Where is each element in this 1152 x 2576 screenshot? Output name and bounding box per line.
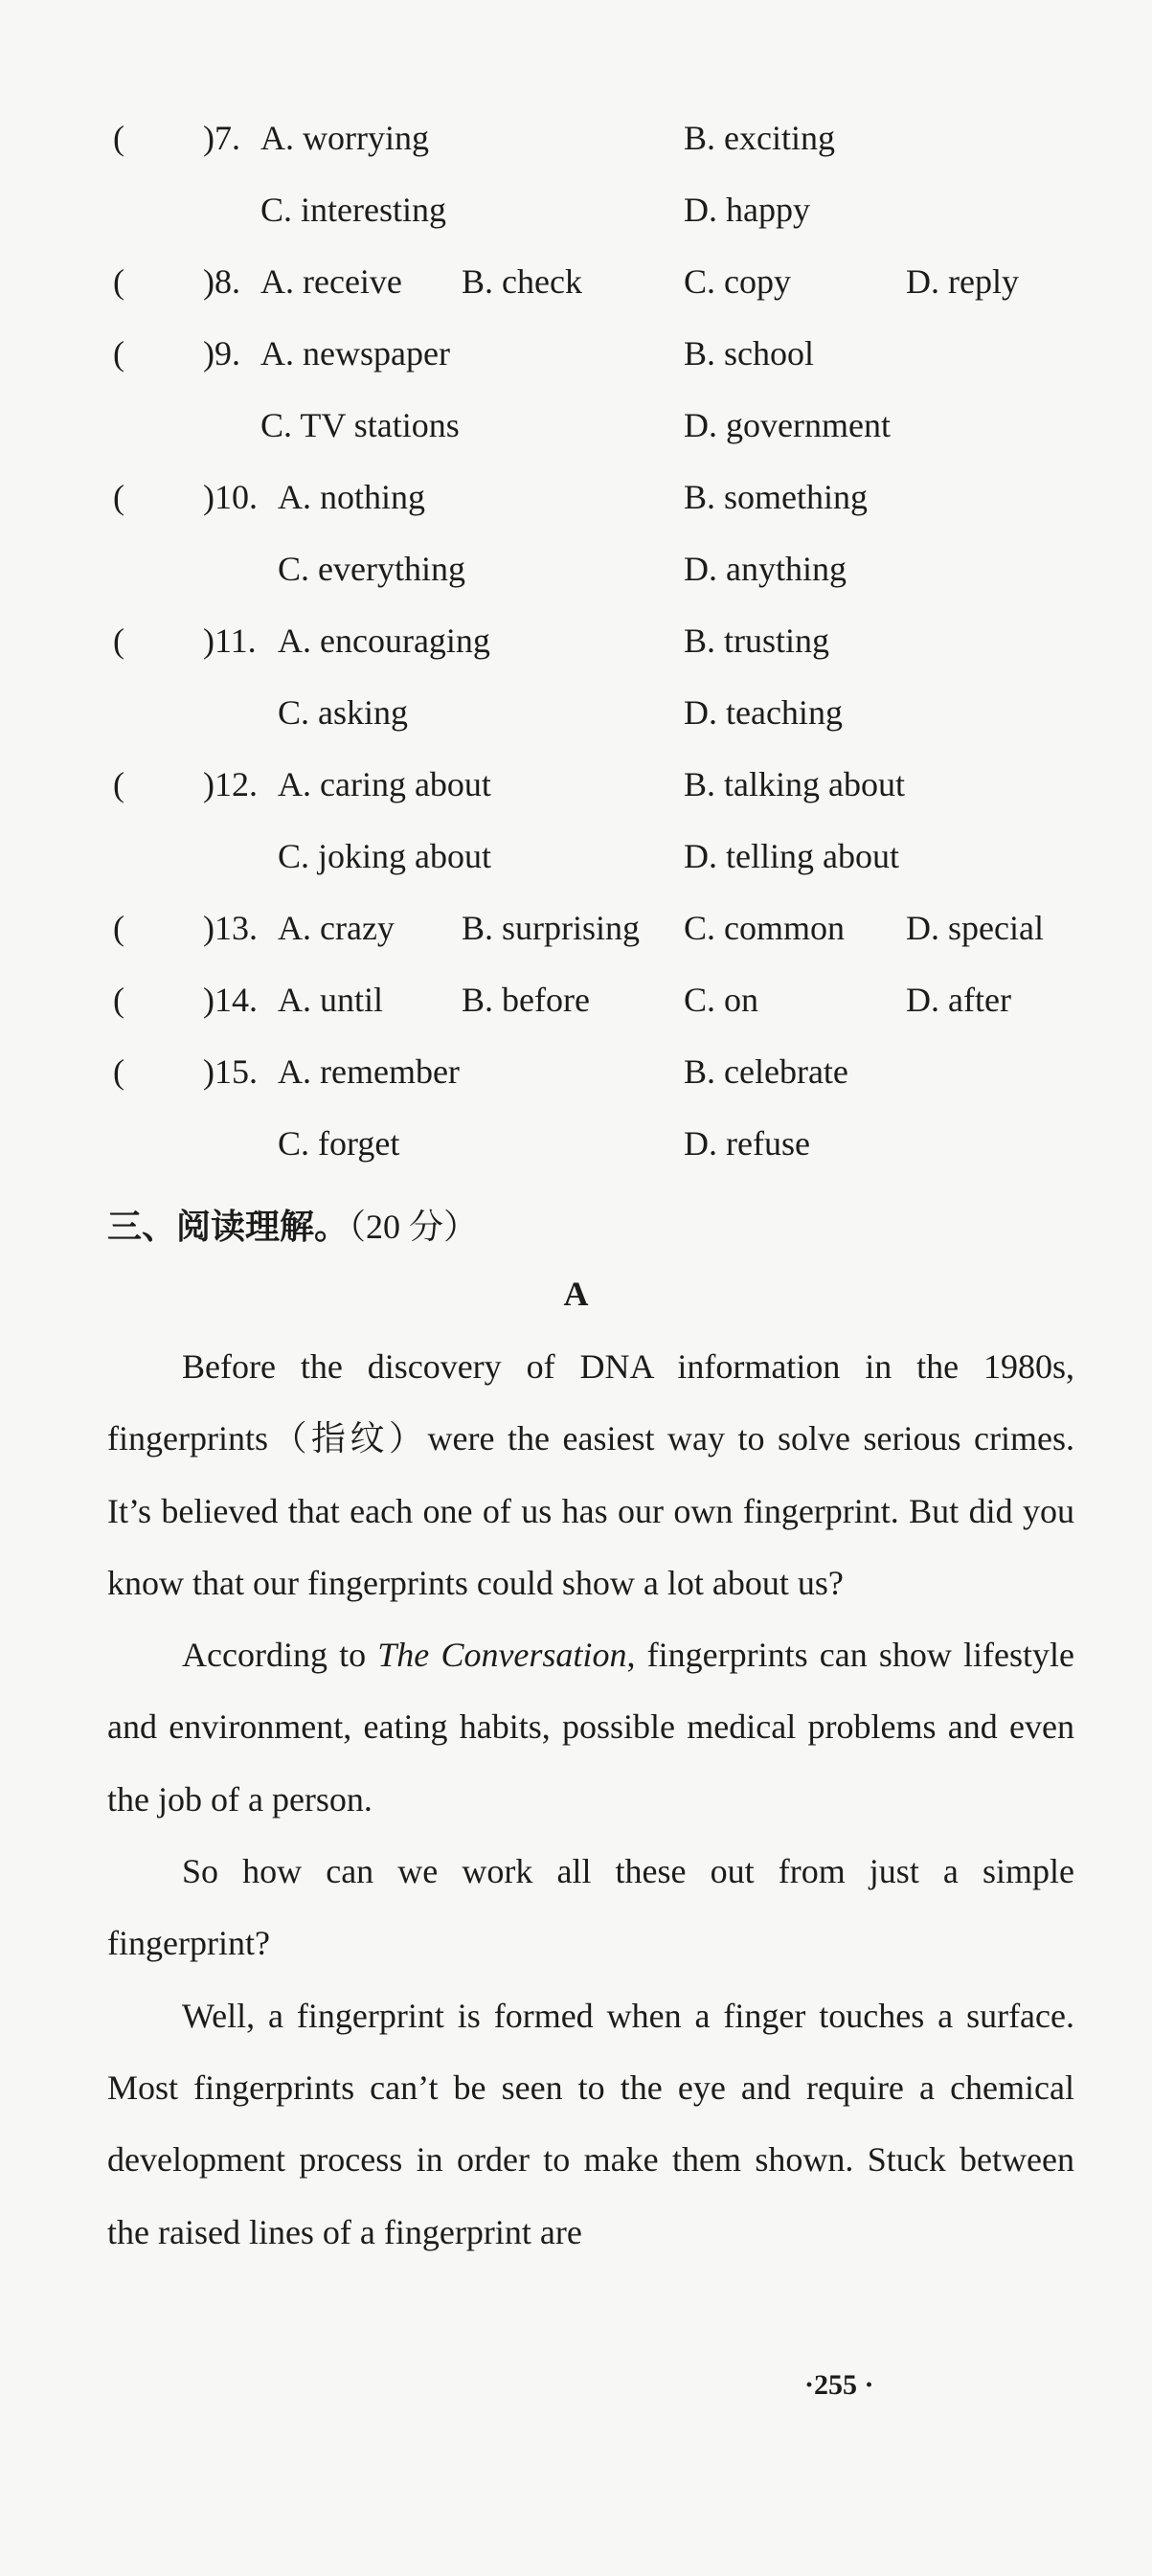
option-d: D. government	[684, 406, 891, 444]
option-b: B. surprising	[462, 909, 641, 947]
paragraph: Well, a fingerprint is formed when a finger touches a surface. Most fingerprints can’t be seen to the eye and require a chemical development process in order to make them shown. Stuck between the raised lines of a fingerprint are	[107, 1996, 1074, 2251]
paragraph: So how can we work all these out from just a simple fingerprint?	[107, 1852, 1074, 1963]
option-d: D. special	[906, 909, 1044, 947]
paragraph	[107, 1619, 1074, 1836]
option-a: A. nothing	[278, 478, 426, 516]
option-a: A. remember	[278, 1052, 460, 1091]
option-c: C. common	[684, 909, 845, 947]
question-number: )9.	[203, 334, 240, 373]
question-number: )8.	[203, 262, 240, 301]
passage-body	[107, 1331, 1074, 2269]
option-b: B. exciting	[684, 119, 835, 157]
option-d: D. anything	[684, 550, 847, 588]
option-b: B. talking about	[684, 765, 905, 803]
answer-paren: (	[113, 1052, 124, 1091]
option-c: C. joking about	[278, 837, 491, 875]
option-d: D. telling about	[684, 837, 899, 875]
option-a: A. crazy	[278, 909, 395, 947]
option-a: A. newspaper	[260, 334, 450, 373]
page-number: ·255 ·	[804, 2369, 874, 2401]
section-heading	[107, 1200, 478, 1249]
publication-title: The Conversation	[377, 1636, 627, 1675]
option-a: A. caring about	[278, 765, 491, 803]
option-d: D. teaching	[684, 693, 843, 732]
option-b: B. celebrate	[684, 1052, 848, 1091]
answer-paren: (	[113, 119, 124, 157]
option-a: A. encouraging	[278, 621, 490, 660]
option-d: D. reply	[906, 262, 1019, 301]
answer-paren: (	[113, 334, 124, 373]
paragraph-text: , fingerprints can show lifestyle and environment, eating habits, possible medical problems and even the job of a person.	[107, 1636, 1075, 1819]
answer-paren: (	[113, 478, 124, 516]
passage-title: A	[563, 1275, 589, 1313]
option-a: A. until	[278, 981, 384, 1019]
option-b: B. check	[462, 262, 582, 301]
option-c: C. on	[684, 981, 759, 1019]
answer-paren: (	[113, 262, 124, 301]
option-d: D. after	[906, 981, 1011, 1019]
option-b: B. something	[684, 478, 869, 516]
question-number: )13.	[203, 909, 258, 947]
answer-paren: (	[113, 765, 124, 803]
question-number: )11.	[203, 621, 257, 660]
section-title: 三、阅读理解。	[107, 1208, 350, 1246]
answer-paren: (	[113, 981, 124, 1019]
paragraph-text: According to	[182, 1636, 378, 1675]
question-number: )7.	[203, 119, 240, 157]
answer-paren: (	[113, 621, 124, 660]
option-d: D. refuse	[684, 1124, 810, 1163]
question-number: )10.	[203, 478, 258, 516]
question-number: )12.	[203, 765, 258, 803]
section-points: （20 分）	[349, 1208, 479, 1246]
answer-paren: (	[113, 909, 124, 947]
question-number: )15.	[203, 1052, 258, 1091]
option-c: C. TV stations	[260, 406, 460, 444]
option-b: B. school	[684, 334, 815, 373]
option-a: A. worrying	[260, 119, 429, 157]
option-d: D. happy	[684, 191, 810, 229]
option-b: B. before	[462, 981, 590, 1019]
question-number: )14.	[203, 981, 258, 1019]
option-c: C. interesting	[260, 191, 446, 229]
option-a: A. receive	[260, 262, 402, 301]
option-b: B. trusting	[684, 621, 830, 660]
paragraph: Before the discovery of DNA information in the 1980s, fingerprints（指纹）were the easiest way to solve serious crimes. It’s believed that each one of us has our own fingerprint. But did you know that our fingerprints could show a lot about us?	[107, 1347, 1074, 1602]
option-c: C. copy	[684, 262, 791, 301]
option-c: C. everything	[278, 550, 465, 588]
option-c: C. asking	[278, 693, 409, 732]
option-c: C. forget	[278, 1124, 400, 1163]
